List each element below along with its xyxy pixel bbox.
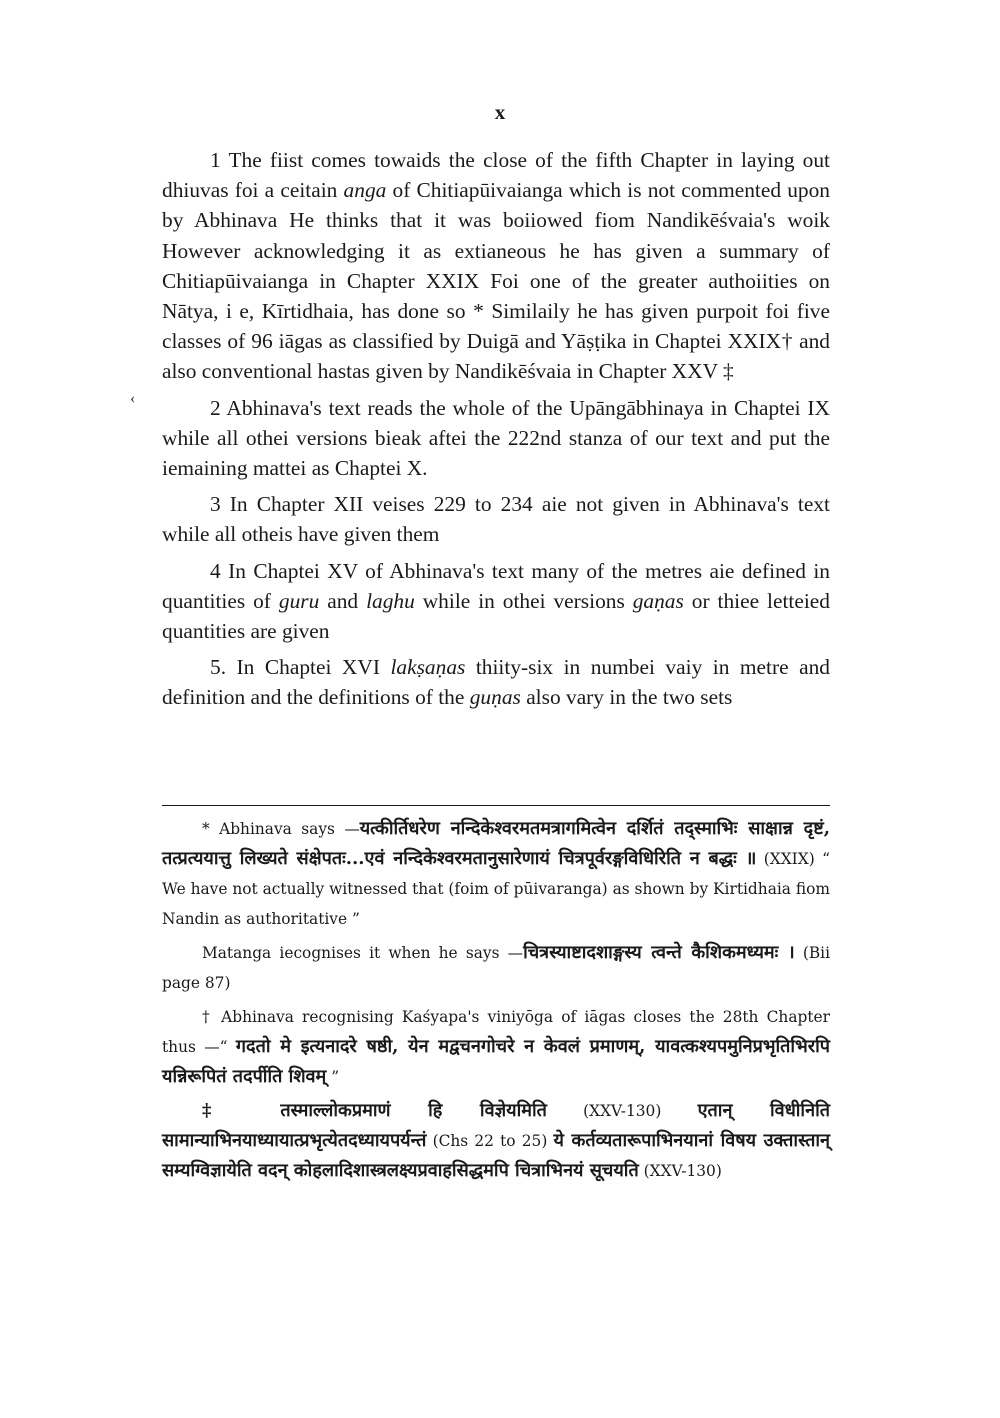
sanskrit-quote: ‡ तस्माल्लोकप्रमाणं हि विज्ञेयमिति (202, 1100, 547, 1121)
footnote-2: † Abhinava recognising Kaśyapa's viniyōga of iāgas closes the 28th Chapter thus —“ गदतो मे इत्यनादरे षष्ठी, येन मद्वचनगोचरे न केवलं प्रमाणम्, यावत्कश्यपमुनिप्रभृतिभिरपि यन्निरूपितं तदर्पीति शिवम् ” (162, 1008, 830, 1087)
paragraph-1: 1 The fiist comes towaids the close of the fifth Chapter in laying out dhiuvas foi a ceitain anga of Chitiapūivaianga which is not commented upon by Abhinava He thinks that it was boiiowed fiom Nandikēśvaia's woik However acknowledging it as extianeous he has given a summary of Chitiapūivaianga in Chapter XXIX Foi one of the greater authoiities on Nātya, i e, Kīrtidhaia, has done so * Similaily he has given purpoit foi five classes of 96 iāgas as classified by Duigā and Yāṣṭika in Chaptei XXIX† and also conventional hastas given by Nandikēśvaia in Chapter XXV ‡ (162, 148, 830, 384)
footnote-1: * Abhinava says —यत्कीर्तिधरेण नन्दिकेश्वरमतमत्रागमित्वेन दर्शितं तद्स्माभिः साक्षान्न दृष्टं, तत्प्रत्ययात्तु लिख्यते संक्षेपतः...एवं नन्दिकेश्वरमतानुसारेणायं चित्रपूर्वरङ्गविधिरिति न बद्धः ॥ (XXIX) “ We have not actually witnessed that (foim of pūivaranga) as shown by Kirtidhaia fiom Nandin as authoritative ” (162, 818, 830, 928)
sanskrit-quote: ये कर्तव्यतारूपाभिनयानां विषय उक्तास्तान् सम्यग्विज्ञायेति वदन् कोहलादिशास्त्रलक्ष्यप्रवाहसिद्धमपि चित्राभिनयं सूचयति (162, 1130, 830, 1181)
footnotes (162, 814, 830, 1190)
sanskrit-quote: एतान् विधीनिति सामान्याभिनयाध्यायात्प्रभृत्येतदध्यायपर्यन्तं (162, 1100, 830, 1151)
paragraph-4: 4 In Chaptei XV of Abhinava's text many of the metres aie defined in quantities of guru and laghu while in othei versions gaṇas or thiee letteied quantities are given (162, 558, 830, 644)
footnote-1-continued: Matanga iecognises it when he says —चित्रस्याष्टादशाङ्गस्य त्वन्ते कैशिकमध्यमः । (Bii page 87) (162, 942, 830, 992)
page-number: x (494, 100, 506, 124)
italic-term: laghu (366, 588, 415, 613)
paragraph-number: 2 (210, 395, 221, 420)
sanskrit-quote: यत्कीर्तिधरेण नन्दिकेश्वरमतमत्रागमित्वेन दर्शितं तद्स्माभिः साक्षान्न दृष्टं, तत्प्रत्ययात्तु लिख्यते संक्षेपतः...एवं नन्दिकेश्वरमतानुसारेणायं चित्रपूर्वरङ्गविधिरिति न बद्धः ॥ (162, 818, 830, 869)
paragraph-3: 3 In Chapter XII veises 229 to 234 aie not given in Abhinava's text while all otheis have given them (162, 492, 830, 547)
italic-term: anga (343, 178, 387, 203)
italic-term: lakṣaṇas (390, 655, 466, 680)
sanskrit-quote: चित्रस्याष्टादशाङ्गस्य त्वन्ते कैशिकमध्यमः । (523, 942, 795, 963)
paragraph-2: 2 Abhinava's text reads the whole of the Upāngābhinaya in Chaptei IX while all othei versions bieak aftei the 222nd stanza of our text and put the iemaining mattei as Chaptei X. (162, 395, 830, 481)
italic-term: guṇas (469, 685, 521, 710)
margin-mark: ‹ (130, 390, 136, 407)
main-text (162, 145, 830, 719)
paragraph-5: 5. In Chaptei XVI lakṣaṇas thiity-six in numbei vaiy in metre and definition and the definitions of the guṇas also vary in the two sets (162, 655, 831, 710)
paragraph-number: 4 (210, 558, 221, 583)
italic-term: guru (278, 588, 320, 613)
footnote-3: ‡ तस्माल्लोकप्रमाणं हि विज्ञेयमिति (XXV-130) एतान् विधीनिति सामान्याभिनयाध्यायात्प्रभृत्येतदध्यायपर्यन्तं (Chs 22 to 25) ये कर्तव्यतारूपाभिनयानां विषय उक्तास्तान् सम्यग्विज्ञायेति वदन् कोहलादिशास्त्रलक्ष्यप्रवाहसिद्धमपि चित्राभिनयं सूचयति (XXV-130) (162, 1100, 830, 1181)
paragraph-number: 5. (210, 655, 227, 680)
paragraph-number: 3 (210, 492, 221, 517)
italic-term: gaṇas (632, 588, 684, 613)
paragraph-number: 1 (210, 148, 221, 172)
footnote-divider (162, 805, 830, 806)
sanskrit-quote: गदतो मे इत्यनादरे षष्ठी, येन मद्वचनगोचरे न केवलं प्रमाणम्, यावत्कश्यपमुनिप्रभृतिभिरपि यन्निरूपितं तदर्पीति शिवम् (162, 1036, 830, 1087)
